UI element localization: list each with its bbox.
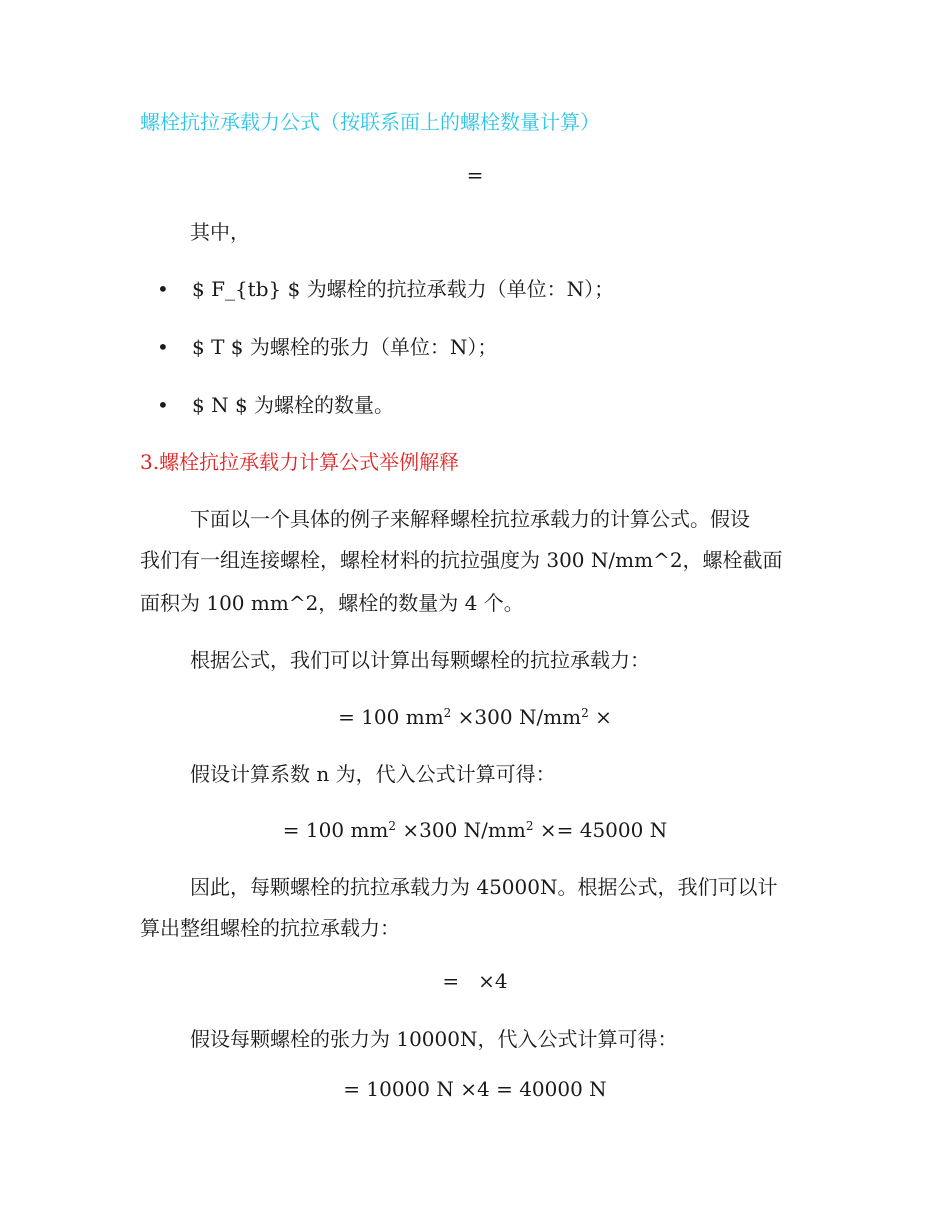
paragraph-4-line-2: 算出整组螺栓的抗拉承载力： (140, 916, 400, 940)
superscript: 2 (525, 819, 534, 833)
paragraph-1-line-2: 我们有一组连接螺栓，螺栓材料的抗拉强度为 300 N/mm^2，螺栓截面 (140, 548, 783, 572)
bullet-icon: • (157, 335, 169, 359)
formula-section-heading: 螺栓抗拉承载力公式（按联系面上的螺栓数量计算） (140, 110, 600, 134)
list-item-text: $ T $ 为螺栓的张力（单位：N）； (192, 335, 498, 359)
equation-3 (0, 816, 950, 844)
superscript: 2 (443, 706, 452, 720)
paragraph-1-line-1: 下面以一个具体的例子来解释螺栓抗拉承载力的计算公式。假设 (190, 507, 750, 531)
equation-text: ×300 N/mm (451, 705, 582, 729)
paragraph-3: 假设计算系数 n 为，代入公式计算可得： (190, 762, 556, 786)
equation-text: = 100 mm (338, 705, 444, 729)
where-label: 其中， (190, 220, 250, 244)
list-item-text: $ N $ 为螺栓的数量。 (192, 393, 395, 417)
paragraph-2: 根据公式，我们可以计算出每颗螺栓的抗拉承载力： (190, 648, 650, 672)
equation-2 (0, 703, 950, 731)
equation-text: = 100 mm (282, 818, 389, 842)
section-3-heading: 3.螺栓抗拉承载力计算公式举例解释 (140, 450, 460, 474)
superscript: 2 (581, 706, 589, 720)
equation-text: ×= 45000 N (533, 818, 668, 842)
equation-text: ×300 N/mm (396, 818, 526, 842)
superscript: 2 (388, 819, 397, 833)
paragraph-1-line-3: 面积为 100 mm^2，螺栓的数量为 4 个。 (140, 591, 524, 615)
equation-1: = (466, 163, 484, 187)
paragraph-4-line-1: 因此，每颗螺栓的抗拉承载力为 45000N。根据公式，我们可以计 (190, 875, 778, 899)
paragraph-5: 假设每颗螺栓的张力为 10000N，代入公式计算可得： (190, 1027, 678, 1051)
equation-5: = 10000 N ×4 = 40000 N (343, 1077, 607, 1101)
equation-text: × (588, 705, 612, 729)
equation-4: = ×4 (442, 969, 508, 993)
bullet-icon: • (157, 393, 169, 417)
bullet-icon: • (157, 277, 169, 301)
list-item-text: $ F_{tb} $ 为螺栓的抗拉承载力（单位：N）； (192, 277, 615, 301)
